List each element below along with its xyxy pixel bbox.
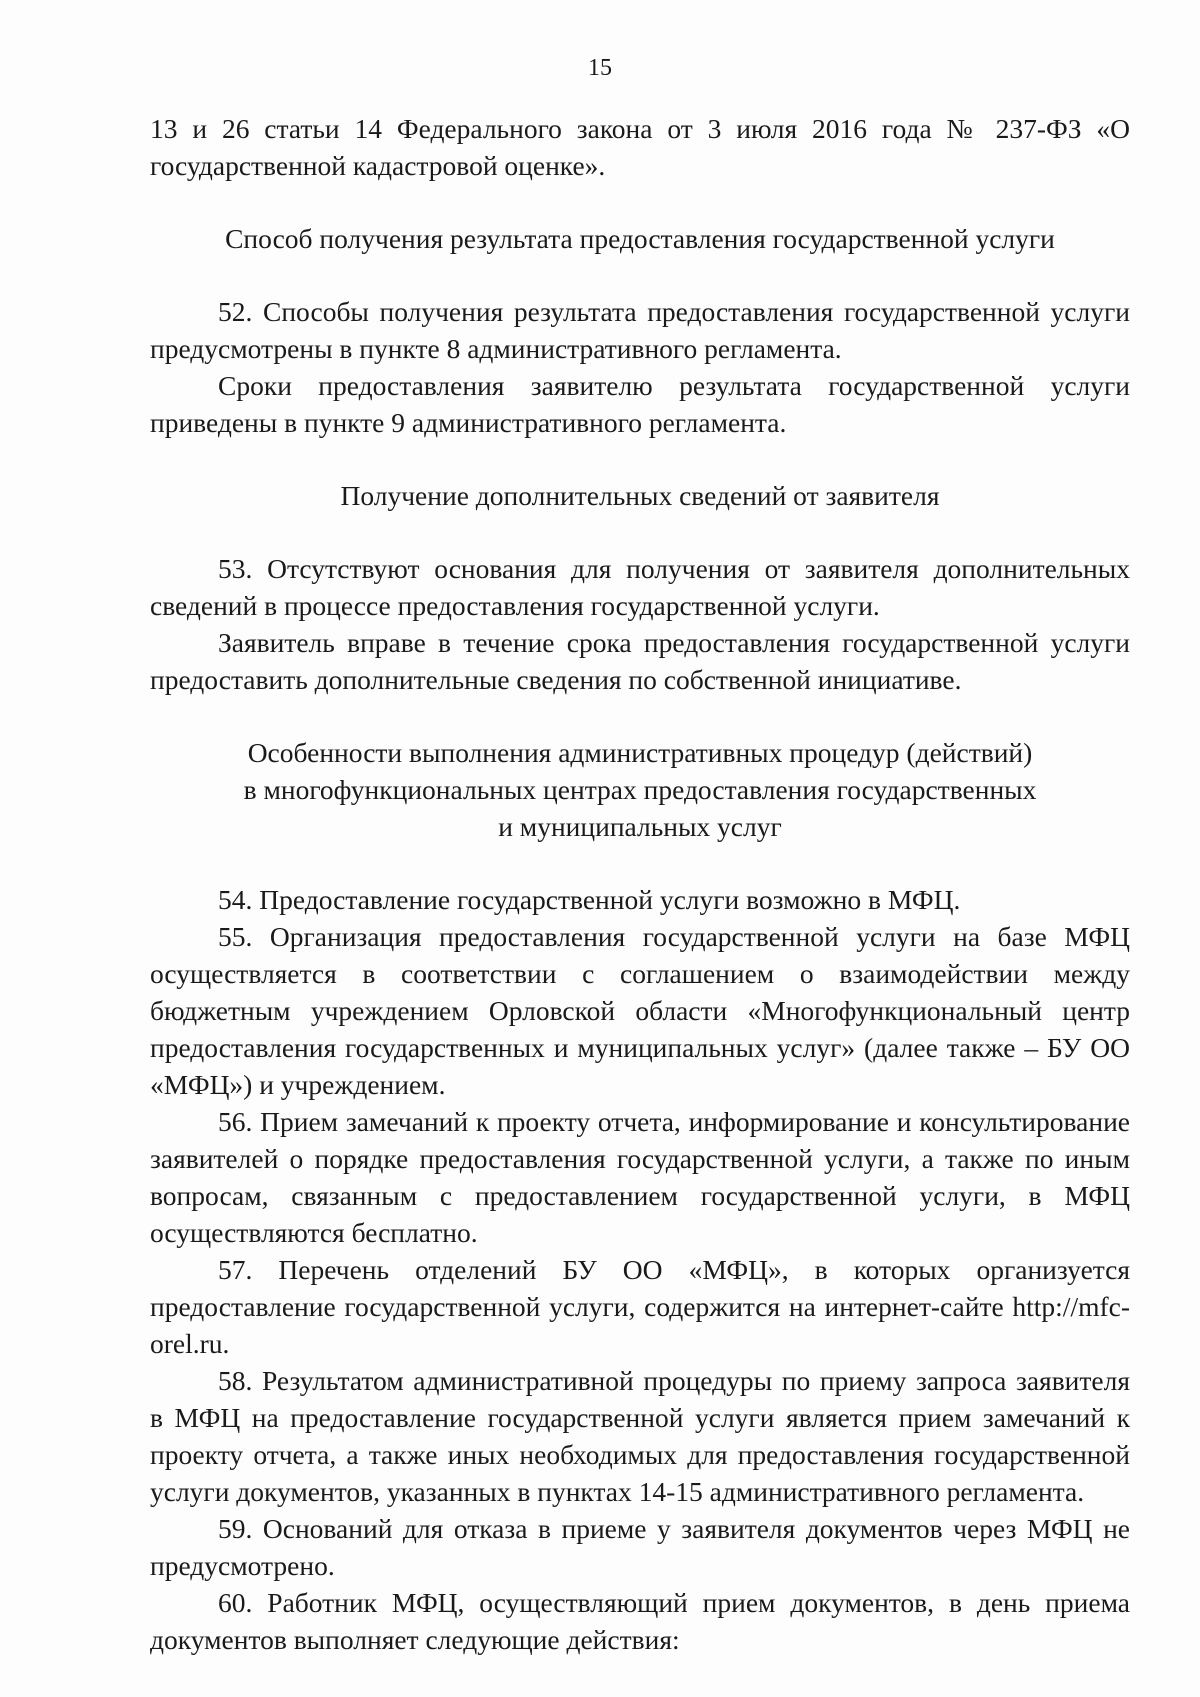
paragraph-52-terms: Сроки предоставления заявителю результата государственной услуги приведены в пункте 9 административного регламента. [150, 370, 1130, 438]
paragraph-54: 54. Предоставление государственной услуги возможно в МФЦ. [218, 884, 961, 915]
paragraph-intro: 13 и 26 статьи 14 Федерального закона от 3 июля 2016 года № 237-ФЗ «О государственной кадастровой оценке». [150, 113, 1130, 181]
paragraph-53: 53. Отсутствуют основания для получения от заявителя дополнительных сведений в процессе предоставления государственной услуги. [150, 553, 1130, 621]
paragraph-60: 60. Работник МФЦ, осуществляющий прием документов, в день приема документов выполняет следующие действия: [150, 1587, 1130, 1655]
section-heading-mfc-line-1: Особенности выполнения административных процедур (действий) [247, 737, 1033, 768]
section-heading-mfc-line-2: в многофункциональных центрах предоставления государственных [243, 774, 1037, 805]
section-heading-mfc-line-3: и муниципальных услуг [498, 811, 782, 842]
paragraph-58: 58. Результатом административной процедуры по приему запроса заявителя в МФЦ на предоставление государственной услуги является прием замечаний к проекту отчета, а также иных необходимых для предоставления государственной услуги документов, указанных в пунктах 14-15 административного регламента. [150, 1365, 1130, 1507]
paragraph-52: 52. Способы получения результата предоставления государственной услуги предусмотрены в пункте 8 административного регламента. [150, 296, 1130, 364]
paragraph-55: 55. Организация предоставления государственной услуги на базе МФЦ осуществляется в соответствии с соглашением о взаимодействии между бюджетным учреждением Орловской области «Многофункциональный центр предоставления государственных и муниципальных услуг» (далее также – БУ ОО «МФЦ») и учреждением. [150, 921, 1130, 1100]
section-heading-result: Способ получения результата предоставления государственной услуги [225, 223, 1055, 254]
paragraph-56: 56. Прием замечаний к проекту отчета, информирование и консультирование заявителей о порядке предоставления государственной услуги, а также по иным вопросам, связанным с предоставлением государственной услуги, в МФЦ осуществляются бесплатно. [150, 1106, 1130, 1248]
paragraph-53-applicant: Заявитель вправе в течение срока предоставления государственной услуги предоставить дополнительные сведения по собственной инициативе. [150, 627, 1130, 695]
section-heading-mfc [150, 734, 1130, 845]
page-number: 15 [588, 55, 612, 81]
section-heading-additional-info: Получение дополнительных сведений от заявителя [340, 480, 940, 511]
paragraph-57: 57. Перечень отделений БУ ОО «МФЦ», в которых организуется предоставление государственной услуги, содержится на интернет-сайте http://mfc-orel.ru. [150, 1254, 1130, 1359]
paragraph-59: 59. Оснований для отказа в приеме у заявителя документов через МФЦ не предусмотрено. [150, 1513, 1130, 1581]
document-body [150, 110, 1130, 1658]
